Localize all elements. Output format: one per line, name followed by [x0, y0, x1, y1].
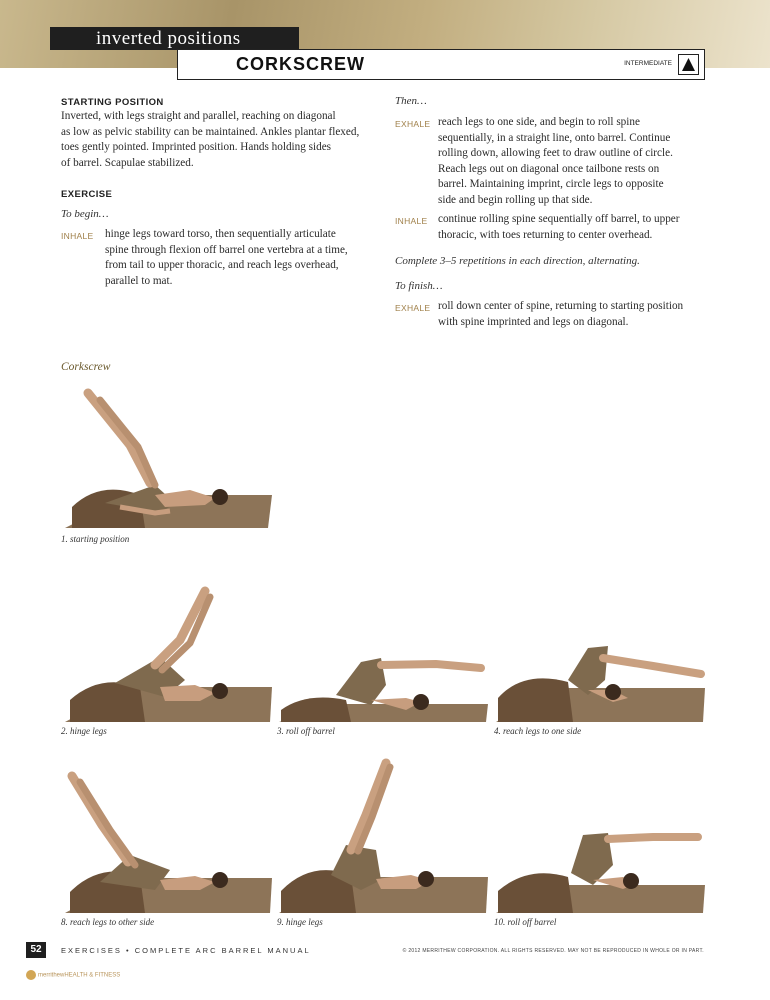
- text-line: with spine imprinted and legs on diagonal.: [438, 315, 629, 328]
- starting-position-text: [61, 109, 391, 171]
- exhale-text: [438, 115, 738, 209]
- text-line: roll down center of spine, returning to starting position: [438, 300, 684, 312]
- text-line: thoracic, with toes returning to center overhead.: [438, 228, 653, 241]
- page-number: 52: [26, 942, 46, 958]
- logo-icon: [26, 970, 36, 980]
- text-line: as low as pelvic stability can be maintained. Ankles plantar flexed,: [61, 125, 360, 138]
- text-line: hinge legs toward torso, then sequentially articulate: [105, 228, 336, 240]
- caption-2: 2. hinge legs: [61, 726, 107, 736]
- to-finish: To finish…: [395, 280, 443, 292]
- text-line: sequentially, in a straight line, onto barrel. Continue: [438, 131, 671, 144]
- inhale-text: [105, 227, 385, 289]
- text-line: from tail to upper thoracic, and reach legs overhead,: [105, 259, 339, 272]
- exercise-heading: EXERCISE: [61, 189, 113, 200]
- text-line: of barrel. Scapulae stabilized.: [61, 156, 194, 169]
- text-line: side and begin rolling up that side.: [438, 193, 593, 206]
- text-line: barrel. Maintaining imprint, circle legs to opposite: [438, 178, 664, 191]
- caption-9: 9. hinge legs: [277, 917, 323, 927]
- caption-1: 1. starting position: [61, 534, 130, 544]
- text-line: rolling down, allowing feet to draw outline of circle.: [438, 147, 673, 160]
- photo-roll-off-barrel: [276, 640, 491, 725]
- photo-starting-position: [60, 385, 275, 530]
- caption-3: 3. roll off barrel: [277, 726, 335, 736]
- breath-inhale-2: INHALE: [395, 216, 428, 226]
- starting-position-heading: STARTING POSITION: [61, 97, 164, 108]
- text-line: reach legs to one side, and begin to roll spine: [438, 116, 640, 128]
- exhale-text-2: [438, 299, 738, 330]
- photo-hinge-legs: [60, 585, 275, 725]
- text-line: Reach legs out on diagonal once tailbone rests on: [438, 162, 660, 175]
- caption-10: 10. roll off barrel: [494, 917, 557, 927]
- then-label: Then…: [395, 95, 427, 107]
- text-line: spine through flexion off barrel one vertebra at a time,: [105, 243, 348, 256]
- level-label: INTERMEDIATE: [624, 60, 672, 67]
- caption-4: 4. reach legs to one side: [494, 726, 582, 736]
- photo-hinge-legs-2: [276, 755, 491, 915]
- copyright: © 2012 MERRITHEW CORPORATION. ALL RIGHTS RESERVED. MAY NOT BE REPRODUCED IN WHOLE OR IN PART.: [402, 948, 704, 954]
- logo-text: merrithewHEALTH & FITNESS: [38, 972, 121, 979]
- gallery-heading: Corkscrew: [61, 361, 111, 373]
- complete-note: Complete 3–5 repetitions in each direction, alternating.: [395, 255, 640, 267]
- photo-roll-off-barrel-2: [493, 825, 708, 915]
- text-line: parallel to mat.: [105, 274, 173, 287]
- running-footer: EXERCISES • COMPLETE ARC BARREL MANUAL: [61, 946, 311, 955]
- breath-exhale: EXHALE: [395, 119, 431, 129]
- text-line: toes gently pointed. Imprinted position. Hands holding sides: [61, 141, 332, 154]
- page-title: CORKSCREW: [236, 54, 365, 74]
- inhale-text-2: [438, 212, 738, 243]
- text-line: continue rolling spine sequentially off barrel, to upper: [438, 213, 680, 225]
- section-label: inverted positions: [96, 28, 241, 49]
- breath-inhale: INHALE: [61, 231, 94, 241]
- caption-8: 8. reach legs to other side: [61, 917, 155, 927]
- title-box: [177, 49, 705, 80]
- level-triangle-icon: [678, 54, 699, 75]
- breath-exhale-2: EXHALE: [395, 303, 431, 313]
- photo-reach-other-side: [60, 770, 275, 915]
- brand-logo: [26, 970, 120, 980]
- section-tab: [50, 27, 299, 50]
- text-line: Inverted, with legs straight and parallel, reaching on diagonal: [61, 110, 336, 122]
- to-begin: To begin…: [61, 208, 109, 220]
- photo-reach-one-side: [493, 640, 708, 725]
